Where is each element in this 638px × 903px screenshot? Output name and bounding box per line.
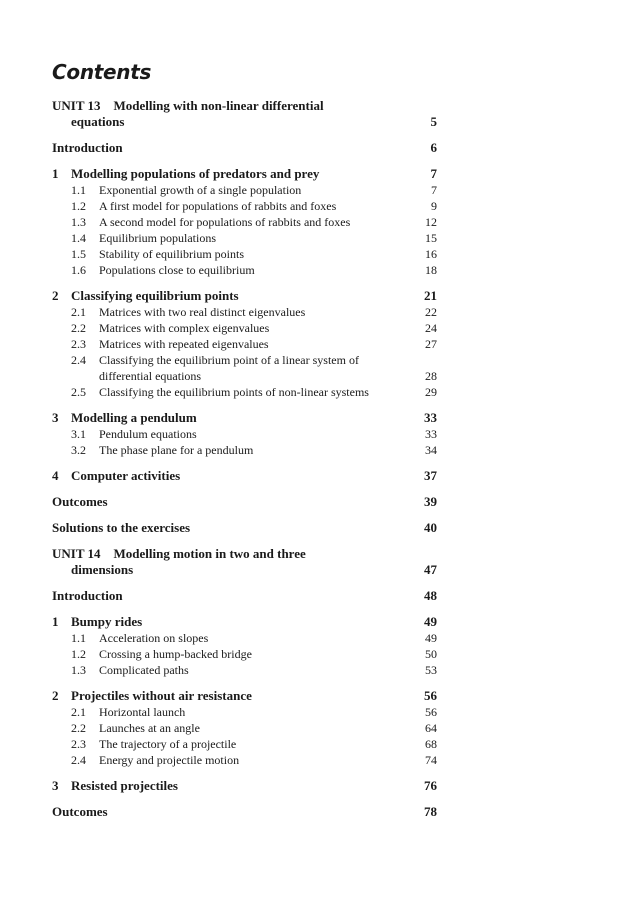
subsection-title: Acceleration on slopes bbox=[99, 631, 209, 645]
toc-page: 6 bbox=[430, 140, 437, 155]
subsection-title: Exponential growth of a single population bbox=[99, 183, 302, 197]
subsection-title: Equilibrium populations bbox=[99, 231, 216, 245]
section-number: 2 bbox=[52, 688, 59, 703]
subsection-title: Stability of equilibrium points bbox=[99, 247, 244, 261]
subsection-number: 2.3 bbox=[71, 337, 86, 351]
subsection-title: The trajectory of a projectile bbox=[99, 737, 237, 751]
toc-section bbox=[52, 288, 437, 304]
subsection-title: Launches at an angle bbox=[99, 721, 200, 735]
toc-subsection bbox=[52, 752, 437, 768]
unit-13-outcomes bbox=[52, 494, 437, 510]
toc-page: 68 bbox=[425, 737, 437, 751]
toc-page: 28 bbox=[425, 369, 437, 383]
toc-subsection bbox=[52, 720, 437, 736]
toc-page: 78 bbox=[424, 804, 437, 819]
toc-page: 64 bbox=[425, 721, 437, 735]
toc-label: Outcomes bbox=[52, 494, 108, 509]
subsection-number: 1.3 bbox=[71, 215, 86, 229]
subsection-title: A first model for populations of rabbits and foxes bbox=[99, 199, 337, 213]
toc-section bbox=[52, 468, 437, 484]
toc-page: 49 bbox=[424, 614, 437, 629]
toc-label: Outcomes bbox=[52, 804, 108, 819]
subsection-number: 1.1 bbox=[71, 183, 86, 197]
toc-page: 15 bbox=[425, 231, 437, 245]
section-title: Resisted projectiles bbox=[71, 778, 178, 793]
subsection-number: 1.2 bbox=[71, 647, 86, 661]
subsection-number: 2.1 bbox=[71, 705, 86, 719]
section-title: Computer activities bbox=[71, 468, 181, 483]
unit-13-page: 5 bbox=[430, 114, 437, 129]
toc-page: 40 bbox=[424, 520, 437, 535]
toc-subsection bbox=[52, 214, 437, 230]
toc-page: 21 bbox=[424, 288, 437, 303]
subsection-number: 2.4 bbox=[71, 353, 86, 367]
toc-section bbox=[52, 166, 437, 182]
subsection-number: 1.3 bbox=[71, 663, 86, 677]
toc-subsection bbox=[52, 304, 437, 320]
subsection-number: 1.2 bbox=[71, 199, 86, 213]
toc-page: 48 bbox=[424, 588, 437, 603]
subsection-title: Pendulum equations bbox=[99, 427, 197, 441]
subsection-number: 1.1 bbox=[71, 631, 86, 645]
toc-label: Introduction bbox=[52, 588, 123, 603]
toc-subsection bbox=[52, 384, 437, 400]
toc-page: 9 bbox=[431, 199, 437, 213]
toc-page: 7 bbox=[431, 183, 437, 197]
toc-page: 39 bbox=[424, 494, 437, 509]
toc-page: 56 bbox=[424, 688, 437, 703]
toc-page: 34 bbox=[425, 443, 437, 457]
toc-subsection bbox=[52, 426, 437, 442]
toc-page: 27 bbox=[425, 337, 437, 351]
toc-label: Introduction bbox=[52, 140, 123, 155]
subsection-number: 2.5 bbox=[71, 385, 86, 399]
subsection-number: 1.4 bbox=[71, 231, 86, 245]
toc-subsection bbox=[52, 320, 437, 336]
toc-page: 49 bbox=[425, 631, 437, 645]
toc-subsection bbox=[52, 352, 437, 384]
unit-14-page: 47 bbox=[424, 562, 437, 577]
subsection-title: Classifying the equilibrium point of a linear system of differential equations bbox=[99, 353, 359, 383]
section-title: Projectiles without air resistance bbox=[71, 688, 252, 703]
section-title: Modelling a pendulum bbox=[71, 410, 197, 425]
subsection-title: Matrices with repeated eigenvalues bbox=[99, 337, 269, 351]
unit-13-heading-line1: UNIT 13 Modelling with non-linear differential bbox=[52, 98, 324, 113]
subsection-title: Complicated paths bbox=[99, 663, 189, 677]
toc-page: 37 bbox=[424, 468, 437, 483]
subsection-number: 2.2 bbox=[71, 721, 86, 735]
toc-subsection bbox=[52, 630, 437, 646]
unit-14-outcomes bbox=[52, 804, 437, 820]
unit-13-heading bbox=[52, 98, 437, 130]
toc-section bbox=[52, 778, 437, 794]
subsection-title: Crossing a hump-backed bridge bbox=[99, 647, 252, 661]
toc-subsection bbox=[52, 262, 437, 278]
toc-subsection bbox=[52, 182, 437, 198]
toc-page: 18 bbox=[425, 263, 437, 277]
toc-subsection bbox=[52, 198, 437, 214]
toc-page: 50 bbox=[425, 647, 437, 661]
toc-page: 16 bbox=[425, 247, 437, 261]
subsection-number: 1.6 bbox=[71, 263, 86, 277]
subsection-title: The phase plane for a pendulum bbox=[99, 443, 254, 457]
section-number: 3 bbox=[52, 410, 59, 425]
toc-subsection bbox=[52, 442, 437, 458]
toc-subsection bbox=[52, 246, 437, 262]
toc-page: 33 bbox=[424, 410, 437, 425]
toc-page: 76 bbox=[424, 778, 437, 793]
subsection-number: 3.1 bbox=[71, 427, 86, 441]
toc-page: 29 bbox=[425, 385, 437, 399]
toc-page: 33 bbox=[425, 427, 437, 441]
subsection-title: Energy and projectile motion bbox=[99, 753, 240, 767]
subsection-title: Matrices with complex eigenvalues bbox=[99, 321, 270, 335]
section-number: 1 bbox=[52, 166, 59, 181]
unit-14-heading bbox=[52, 546, 437, 578]
toc-page: 56 bbox=[425, 705, 437, 719]
toc-subsection bbox=[52, 230, 437, 246]
section-number: 3 bbox=[52, 778, 59, 793]
subsection-number: 2.1 bbox=[71, 305, 86, 319]
section-number: 1 bbox=[52, 614, 59, 629]
subsection-title: Populations close to equilibrium bbox=[99, 263, 255, 277]
toc-section bbox=[52, 410, 437, 426]
subsection-title: Matrices with two real distinct eigenvalues bbox=[99, 305, 306, 319]
unit-13-heading-line2: equations bbox=[71, 114, 125, 129]
toc-subsection bbox=[52, 662, 437, 678]
toc-subsection bbox=[52, 336, 437, 352]
subsection-number: 2.2 bbox=[71, 321, 86, 335]
subsection-number: 2.4 bbox=[71, 753, 86, 767]
toc-subsection bbox=[52, 704, 437, 720]
unit-13-introduction bbox=[52, 140, 437, 156]
toc-page: 22 bbox=[425, 305, 437, 319]
unit-13-solutions bbox=[52, 520, 437, 536]
toc-page: 74 bbox=[425, 753, 437, 767]
subsection-title: A second model for populations of rabbits and foxes bbox=[99, 215, 351, 229]
toc-page: 53 bbox=[425, 663, 437, 677]
table-of-contents bbox=[52, 98, 437, 820]
toc-subsection bbox=[52, 646, 437, 662]
section-title: Bumpy rides bbox=[71, 614, 143, 629]
subsection-title: Horizontal launch bbox=[99, 705, 186, 719]
toc-section bbox=[52, 688, 437, 704]
subsection-number: 1.5 bbox=[71, 247, 86, 261]
subsection-number: 3.2 bbox=[71, 443, 86, 457]
section-title: Classifying equilibrium points bbox=[71, 288, 239, 303]
toc-page: 12 bbox=[425, 215, 437, 229]
unit-14-introduction bbox=[52, 588, 437, 604]
toc-page: 7 bbox=[430, 166, 437, 181]
subsection-number: 2.3 bbox=[71, 737, 86, 751]
unit-14-heading-line1: UNIT 14 Modelling motion in two and three bbox=[52, 546, 306, 561]
toc-subsection bbox=[52, 736, 437, 752]
section-number: 4 bbox=[52, 468, 59, 483]
section-title: Modelling populations of predators and prey bbox=[71, 166, 320, 181]
toc-section bbox=[52, 614, 437, 630]
toc-page: 24 bbox=[425, 321, 437, 335]
section-number: 2 bbox=[52, 288, 59, 303]
page-title: Contents bbox=[52, 60, 152, 84]
toc-label: Solutions to the exercises bbox=[52, 520, 191, 535]
subsection-title: Classifying the equilibrium points of non-linear systems bbox=[99, 385, 369, 399]
unit-14-heading-line2: dimensions bbox=[71, 562, 134, 577]
